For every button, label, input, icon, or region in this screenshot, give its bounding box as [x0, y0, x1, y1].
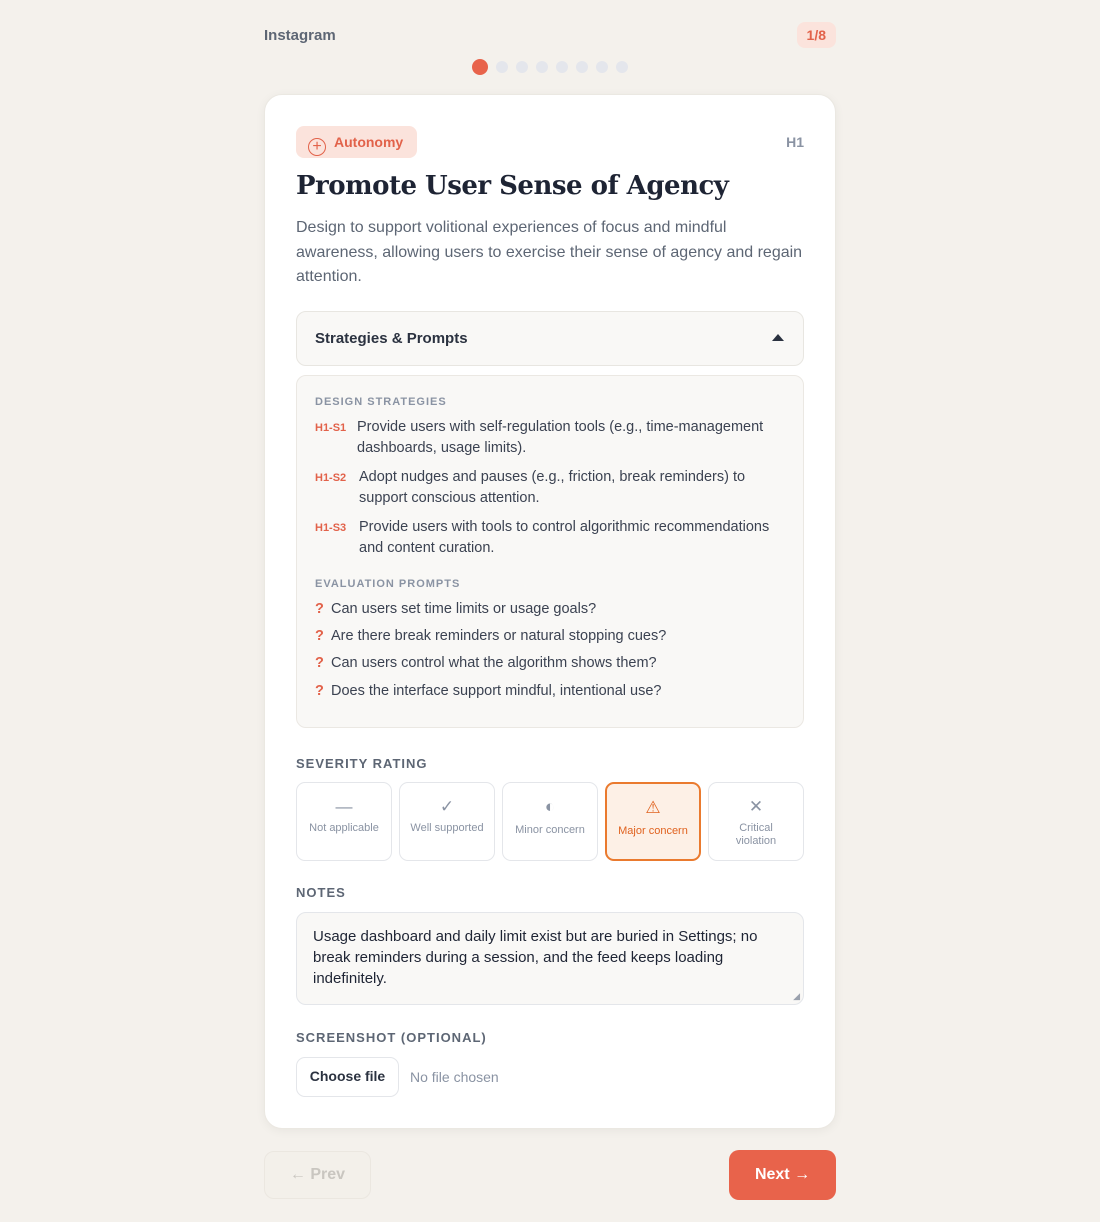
- severity-not-applicable[interactable]: [296, 782, 392, 861]
- prompt-item: [315, 601, 785, 617]
- question-mark-icon: ?: [315, 683, 324, 699]
- warning-icon: ⚠: [645, 798, 661, 817]
- category-label: Autonomy: [334, 134, 404, 150]
- checkmark-icon: ✓: [439, 797, 455, 816]
- severity-options: [296, 782, 804, 861]
- prompt-item: [315, 628, 785, 644]
- heuristic-card: [264, 94, 836, 1129]
- severity-label: SEVERITY RATING: [296, 756, 428, 771]
- plus-circle-icon: +: [308, 138, 326, 156]
- file-status-text: No file chosen: [410, 1069, 499, 1085]
- prev-button[interactable]: ← Prev: [264, 1151, 371, 1199]
- step-dot-6[interactable]: [576, 61, 588, 73]
- prompt-item: [315, 683, 785, 699]
- screenshot-label: SCREENSHOT (OPTIONAL): [296, 1030, 487, 1045]
- severity-major-concern[interactable]: [605, 782, 701, 861]
- strategy-code: H1-S1: [315, 422, 347, 434]
- prompt-text: Does the interface support mindful, intentional use?: [331, 683, 662, 699]
- severity-well-supported[interactable]: [399, 782, 495, 861]
- severity-option-label: Major concern: [618, 825, 688, 837]
- severity-option-label: Minor concern: [515, 824, 585, 836]
- app-name: Instagram: [264, 27, 336, 44]
- notes-value: Usage dashboard and daily limit exist but are buried in Settings; no break reminders during a session, and the feed keeps loading indefinitely.: [313, 928, 758, 987]
- prompt-item: [315, 655, 785, 671]
- top-bar: [264, 22, 836, 48]
- step-dot-2[interactable]: [496, 61, 508, 73]
- step-dot-7[interactable]: [596, 61, 608, 73]
- strategy-text: Provide users with self-regulation tools (e.g., time-management dashboards, usage limits).: [357, 419, 764, 456]
- strategies-panel: [296, 375, 804, 728]
- prompt-text: Can users control what the algorithm shows them?: [331, 655, 657, 671]
- caret-up-icon: [772, 334, 784, 341]
- step-dot-5[interactable]: [556, 61, 568, 73]
- strategy-item: [315, 467, 785, 509]
- strategies-accordion-toggle[interactable]: [296, 311, 804, 366]
- resize-handle-icon[interactable]: ◢: [793, 991, 800, 1001]
- severity-option-label: Not applicable: [309, 822, 379, 834]
- next-button[interactable]: Next →: [729, 1150, 836, 1200]
- question-mark-icon: ?: [315, 655, 324, 671]
- strategy-code: H1-S3: [315, 522, 347, 534]
- heuristic-id: H1: [786, 134, 804, 150]
- category-badge: [296, 126, 417, 158]
- heuristic-title: Promote User Sense of Agency: [296, 171, 729, 201]
- choose-file-button[interactable]: Choose file: [296, 1057, 399, 1097]
- strategy-item: [315, 417, 785, 459]
- question-mark-icon: ?: [315, 601, 324, 617]
- severity-minor-concern[interactable]: [502, 782, 598, 861]
- heuristic-description: Design to support volitional experiences of focus and mindful awareness, allowing users to exercise their sense of agency and regain attention.: [296, 219, 803, 285]
- step-counter-badge: 1/8: [797, 22, 836, 48]
- strategy-text: Adopt nudges and pauses (e.g., friction, break reminders) to support conscious attention.: [359, 469, 746, 506]
- step-dot-8[interactable]: [616, 61, 628, 73]
- step-dot-1[interactable]: [472, 59, 488, 75]
- step-dot-4[interactable]: [536, 61, 548, 73]
- prompt-text: Are there break reminders or natural stopping cues?: [331, 628, 667, 644]
- step-dots: [264, 59, 836, 75]
- evaluation-prompts-heading: EVALUATION PROMPTS: [315, 578, 461, 590]
- design-strategies-heading: DESIGN STRATEGIES: [315, 396, 447, 408]
- dash-icon: —: [335, 797, 353, 816]
- accordion-label: Strategies & Prompts: [315, 330, 468, 347]
- x-icon: ✕: [748, 797, 764, 816]
- notes-label: NOTES: [296, 885, 346, 900]
- strategy-item: [315, 517, 785, 559]
- severity-option-label: Well supported: [410, 822, 484, 834]
- prompt-text: Can users set time limits or usage goals?: [331, 601, 597, 617]
- notes-textarea[interactable]: [296, 912, 804, 1005]
- half-circle-icon: ◐: [544, 797, 556, 816]
- step-dot-3[interactable]: [516, 61, 528, 73]
- severity-option-label: Critical violation: [735, 822, 777, 847]
- question-mark-icon: ?: [315, 628, 324, 644]
- strategy-code: H1-S2: [315, 472, 347, 484]
- strategy-text: Provide users with tools to control algorithmic recommendations and content curation.: [359, 519, 770, 556]
- severity-critical-violation[interactable]: [708, 782, 804, 861]
